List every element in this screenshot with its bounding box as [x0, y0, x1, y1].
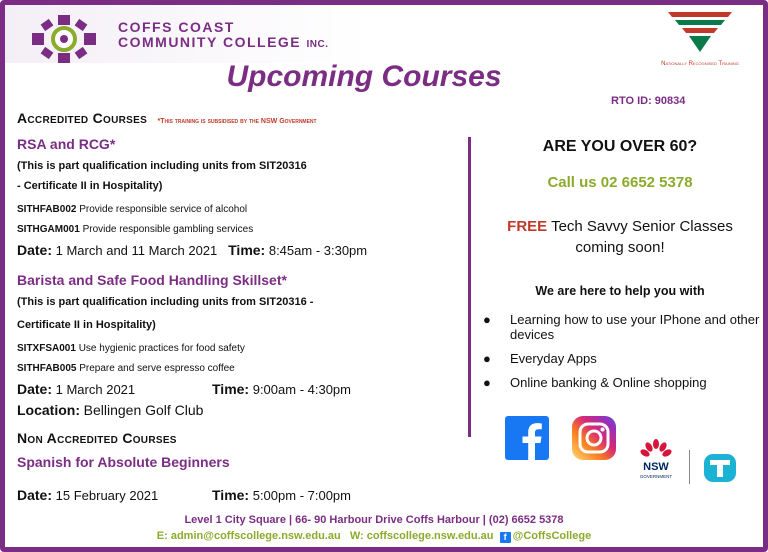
course-title-rsa: RSA and RCG*: [17, 136, 116, 152]
course-qual-line: - Certificate II in Hospitality): [17, 180, 163, 192]
time-label: Time:: [212, 487, 250, 503]
course-date-time: [17, 240, 367, 261]
unit-text: Provide responsible gambling services: [82, 224, 254, 235]
instagram-icon[interactable]: [572, 416, 616, 460]
location-value: Bellingen Golf Club: [83, 402, 204, 418]
footer-facebook[interactable]: @CoffsCollege: [512, 530, 592, 542]
date-value: 1 March and 11 March 2021: [55, 243, 218, 258]
nsw-government-logo: [636, 438, 676, 484]
svg-text:GOVERNMENT: GOVERNMENT: [639, 474, 673, 479]
list-item-text: Everyday Apps: [510, 351, 597, 366]
unit-text: Use hygienic practices for food safety: [78, 343, 245, 354]
course-qual-line: (This is part qualification including units from SIT20316 -: [17, 296, 314, 308]
college-name-line2: COMMUNITY COLLEGE: [118, 34, 302, 50]
accredited-heading: Accredited Courses: [17, 110, 148, 126]
date-value: 15 February 2021: [55, 488, 159, 503]
accredited-heading-row: [17, 110, 317, 128]
page-title: Upcoming Courses: [226, 60, 502, 93]
nationally-recognised-training-logo: [666, 10, 734, 54]
date-label: Date:: [17, 487, 53, 503]
subsidy-note: *This training is subsidised by the NSW Government: [157, 118, 317, 125]
unit-line: [17, 359, 235, 378]
time-value: 8:45am - 3:30pm: [268, 243, 368, 258]
location-label: Location:: [17, 402, 80, 418]
help-list: [480, 312, 765, 399]
course-time: [212, 379, 351, 400]
time-label: Time:: [212, 381, 250, 397]
phone-number: Call us 02 6652 5378: [547, 174, 693, 191]
college-name: [118, 20, 329, 52]
unit-line: [17, 339, 245, 358]
time-value: 5:00pm - 7:00pm: [252, 488, 351, 503]
unit-code: SITHFAB005: [17, 363, 77, 374]
list-item: [480, 351, 765, 366]
facebook-mini-icon: f: [500, 532, 511, 543]
date-value: 1 March 2021: [55, 382, 136, 397]
free-line2: coming soon!: [575, 239, 665, 256]
course-qual-line: Certificate II in Hospitality): [17, 319, 156, 331]
footer-address: Level 1 City Square | 66- 90 Harbour Drive Coffs Harbour | (02) 6652 5378: [184, 514, 564, 526]
logo-separator: [689, 450, 690, 484]
college-name-line1: COFFS COAST: [118, 19, 235, 35]
svg-text:NSW: NSW: [643, 461, 669, 473]
unit-code: SITXFSA001: [17, 343, 76, 354]
bullet-icon: ●: [483, 312, 491, 327]
course-date: [17, 379, 135, 400]
unit-text: Prepare and serve espresso coffee: [79, 363, 235, 374]
nrt-caption: Nationally Recognised Training: [661, 61, 739, 67]
non-accredited-heading: Non Accredited Courses: [17, 430, 177, 446]
facebook-icon[interactable]: [505, 416, 549, 460]
bullet-icon: ●: [483, 351, 491, 366]
free-rest: Tech Savvy Senior Classes: [551, 218, 733, 235]
unit-text: Provide responsible service of alcohol: [79, 204, 248, 215]
promo-headline: ARE YOU OVER 60?: [542, 138, 698, 155]
list-item: [480, 312, 765, 342]
free-classes-note: [475, 216, 765, 258]
unit-line: [17, 200, 247, 219]
free-word: FREE: [507, 218, 548, 235]
footer-contact: [0, 530, 758, 543]
time-value: 9:00am - 4:30pm: [252, 382, 351, 397]
course-qual-line: (This is part qualification including units from SIT20316: [17, 160, 307, 172]
course-title-barista: Barista and Safe Food Handling Skillset*: [17, 272, 287, 288]
rto-id: RTO ID: 90834: [611, 95, 686, 107]
telstra-logo: [702, 452, 738, 484]
course-location: [17, 400, 203, 421]
bullet-icon: ●: [483, 375, 491, 390]
list-item-text: Online banking & Online shopping: [510, 375, 707, 390]
footer-email[interactable]: E: admin@coffscollege.nsw.edu.au: [156, 530, 341, 542]
course-title-spanish: Spanish for Absolute Beginners: [17, 454, 230, 470]
help-heading: We are here to help you with: [535, 284, 705, 298]
list-item-text: Learning how to use your IPhone and other devices: [510, 312, 760, 342]
unit-code: SITHGAM001: [17, 224, 80, 235]
unit-code: SITHFAB002: [17, 204, 77, 215]
footer-web[interactable]: W: coffscollege.nsw.edu.au: [349, 530, 494, 542]
college-logo-icon: [28, 13, 100, 65]
date-label: Date:: [17, 381, 53, 397]
list-item: [480, 375, 765, 390]
column-divider: [468, 137, 471, 437]
time-label: Time:: [228, 242, 266, 258]
date-label: Date:: [17, 242, 53, 258]
course-date: [17, 485, 158, 506]
unit-line: [17, 220, 253, 239]
course-time: [212, 485, 351, 506]
college-name-suffix: INC.: [306, 39, 329, 50]
